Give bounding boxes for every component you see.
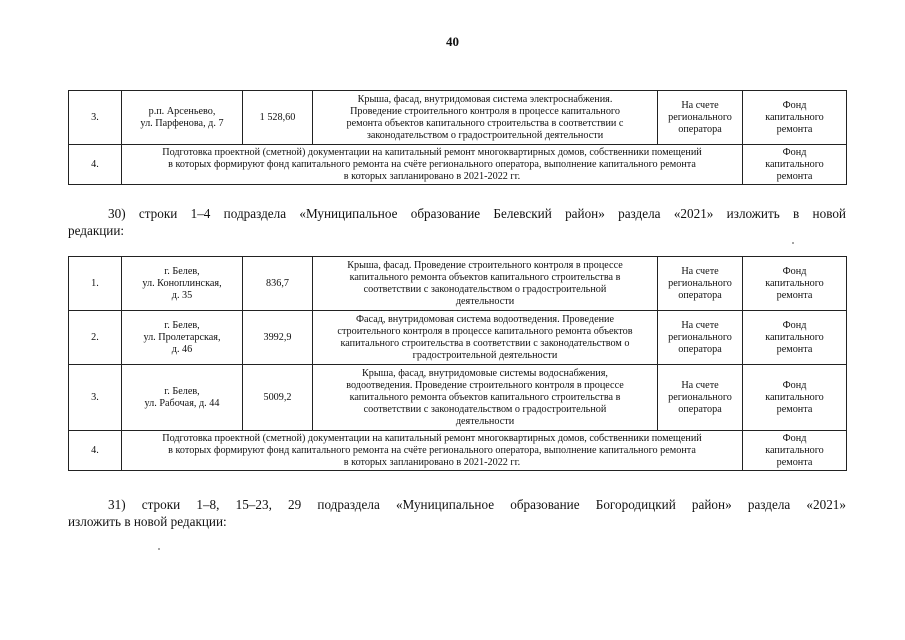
paragraph-30: 30) строки 1–4 подраздела «Муниципальное образование Белевский район» раздела «2021» изложить в новой редакции: xyxy=(68,206,846,238)
amount-cell: 836,7 xyxy=(243,257,313,311)
works-cell: Крыша, фасад, внутридомовая система электроснабжения. Проведение строительного контроля в процессе капитального ремонта объектов капитального строительства в соответствии с законодательством о градостроительной деятельности xyxy=(313,91,658,145)
scan-speck xyxy=(792,242,794,244)
row-number: 2. xyxy=(69,311,122,365)
fund-cell: Фонд капитального ремонта xyxy=(743,311,847,365)
table-1 xyxy=(68,90,847,185)
scan-speck xyxy=(158,548,160,550)
account-cell: На счете регионального оператора xyxy=(658,311,743,365)
row-number: 4. xyxy=(69,431,122,471)
row-number: 3. xyxy=(69,365,122,431)
account-cell: На счете регионального оператора xyxy=(658,91,743,145)
fund-cell: Фонд капитального ремонта xyxy=(743,91,847,145)
row-number: 3. xyxy=(69,91,122,145)
table-row xyxy=(69,311,847,365)
amount-cell: 1 528,60 xyxy=(243,91,313,145)
fund-cell: Фонд капитального ремонта xyxy=(743,257,847,311)
account-cell: На счете регионального оператора xyxy=(658,257,743,311)
address-cell: р.п. Арсеньево, ул. Парфенова, д. 7 xyxy=(122,91,243,145)
paragraph-31: 31) строки 1–8, 15–23, 29 подраздела «Муниципальное образование Богородицкий район» раздела «2021» изложить в новой редакции: xyxy=(68,497,846,529)
works-cell: Крыша, фасад. Проведение строительного контроля в процессе капитального ремонта объектов капитального строительства в соответствии с законодательством о градостроительной деятельности xyxy=(313,257,658,311)
row-number: 1. xyxy=(69,257,122,311)
account-cell: На счете регионального оператора xyxy=(658,365,743,431)
table-row xyxy=(69,431,847,471)
table-row xyxy=(69,145,847,185)
table-row xyxy=(69,91,847,145)
prep-text-cell: Подготовка проектной (сметной) документации на капитальный ремонт многоквартирных домов, собственники помещений в которых формируют фонд капитального ремонта на счёте регионального оператора, выполнение капитального ремонта в которых запланировано в 2021-2022 гг. xyxy=(122,145,743,185)
works-cell: Крыша, фасад, внутридомовые системы водоснабжения, водоотведения. Проведение строительного контроля в процессе капитального ремонта объектов капитального строительства в соответствии с законодательством о градостроительной деятельности xyxy=(313,365,658,431)
table-row xyxy=(69,257,847,311)
fund-cell: Фонд капитального ремонта xyxy=(743,365,847,431)
table-2 xyxy=(68,256,847,471)
fund-cell: Фонд капитального ремонта xyxy=(743,145,847,185)
page-number: 40 xyxy=(446,34,459,49)
table-row xyxy=(69,365,847,431)
works-cell: Фасад, внутридомовая система водоотведения. Проведение строительного контроля в процессе капитального ремонта объектов капитального строительства в соответствии с законодательством о градостроительной деятельности xyxy=(313,311,658,365)
address-cell: г. Белев, ул. Коноплинская, д. 35 xyxy=(122,257,243,311)
prep-text-cell: Подготовка проектной (сметной) документации на капитальный ремонт многоквартирных домов, собственники помещений в которых формируют фонд капитального ремонта на счёте регионального оператора, выполнение капитального ремонта в которых запланировано в 2021-2022 гг. xyxy=(122,431,743,471)
row-number: 4. xyxy=(69,145,122,185)
fund-cell: Фонд капитального ремонта xyxy=(743,431,847,471)
amount-cell: 3992,9 xyxy=(243,311,313,365)
address-cell: г. Белев, ул. Рабочая, д. 44 xyxy=(122,365,243,431)
amount-cell: 5009,2 xyxy=(243,365,313,431)
address-cell: г. Белев, ул. Пролетарская, д. 46 xyxy=(122,311,243,365)
